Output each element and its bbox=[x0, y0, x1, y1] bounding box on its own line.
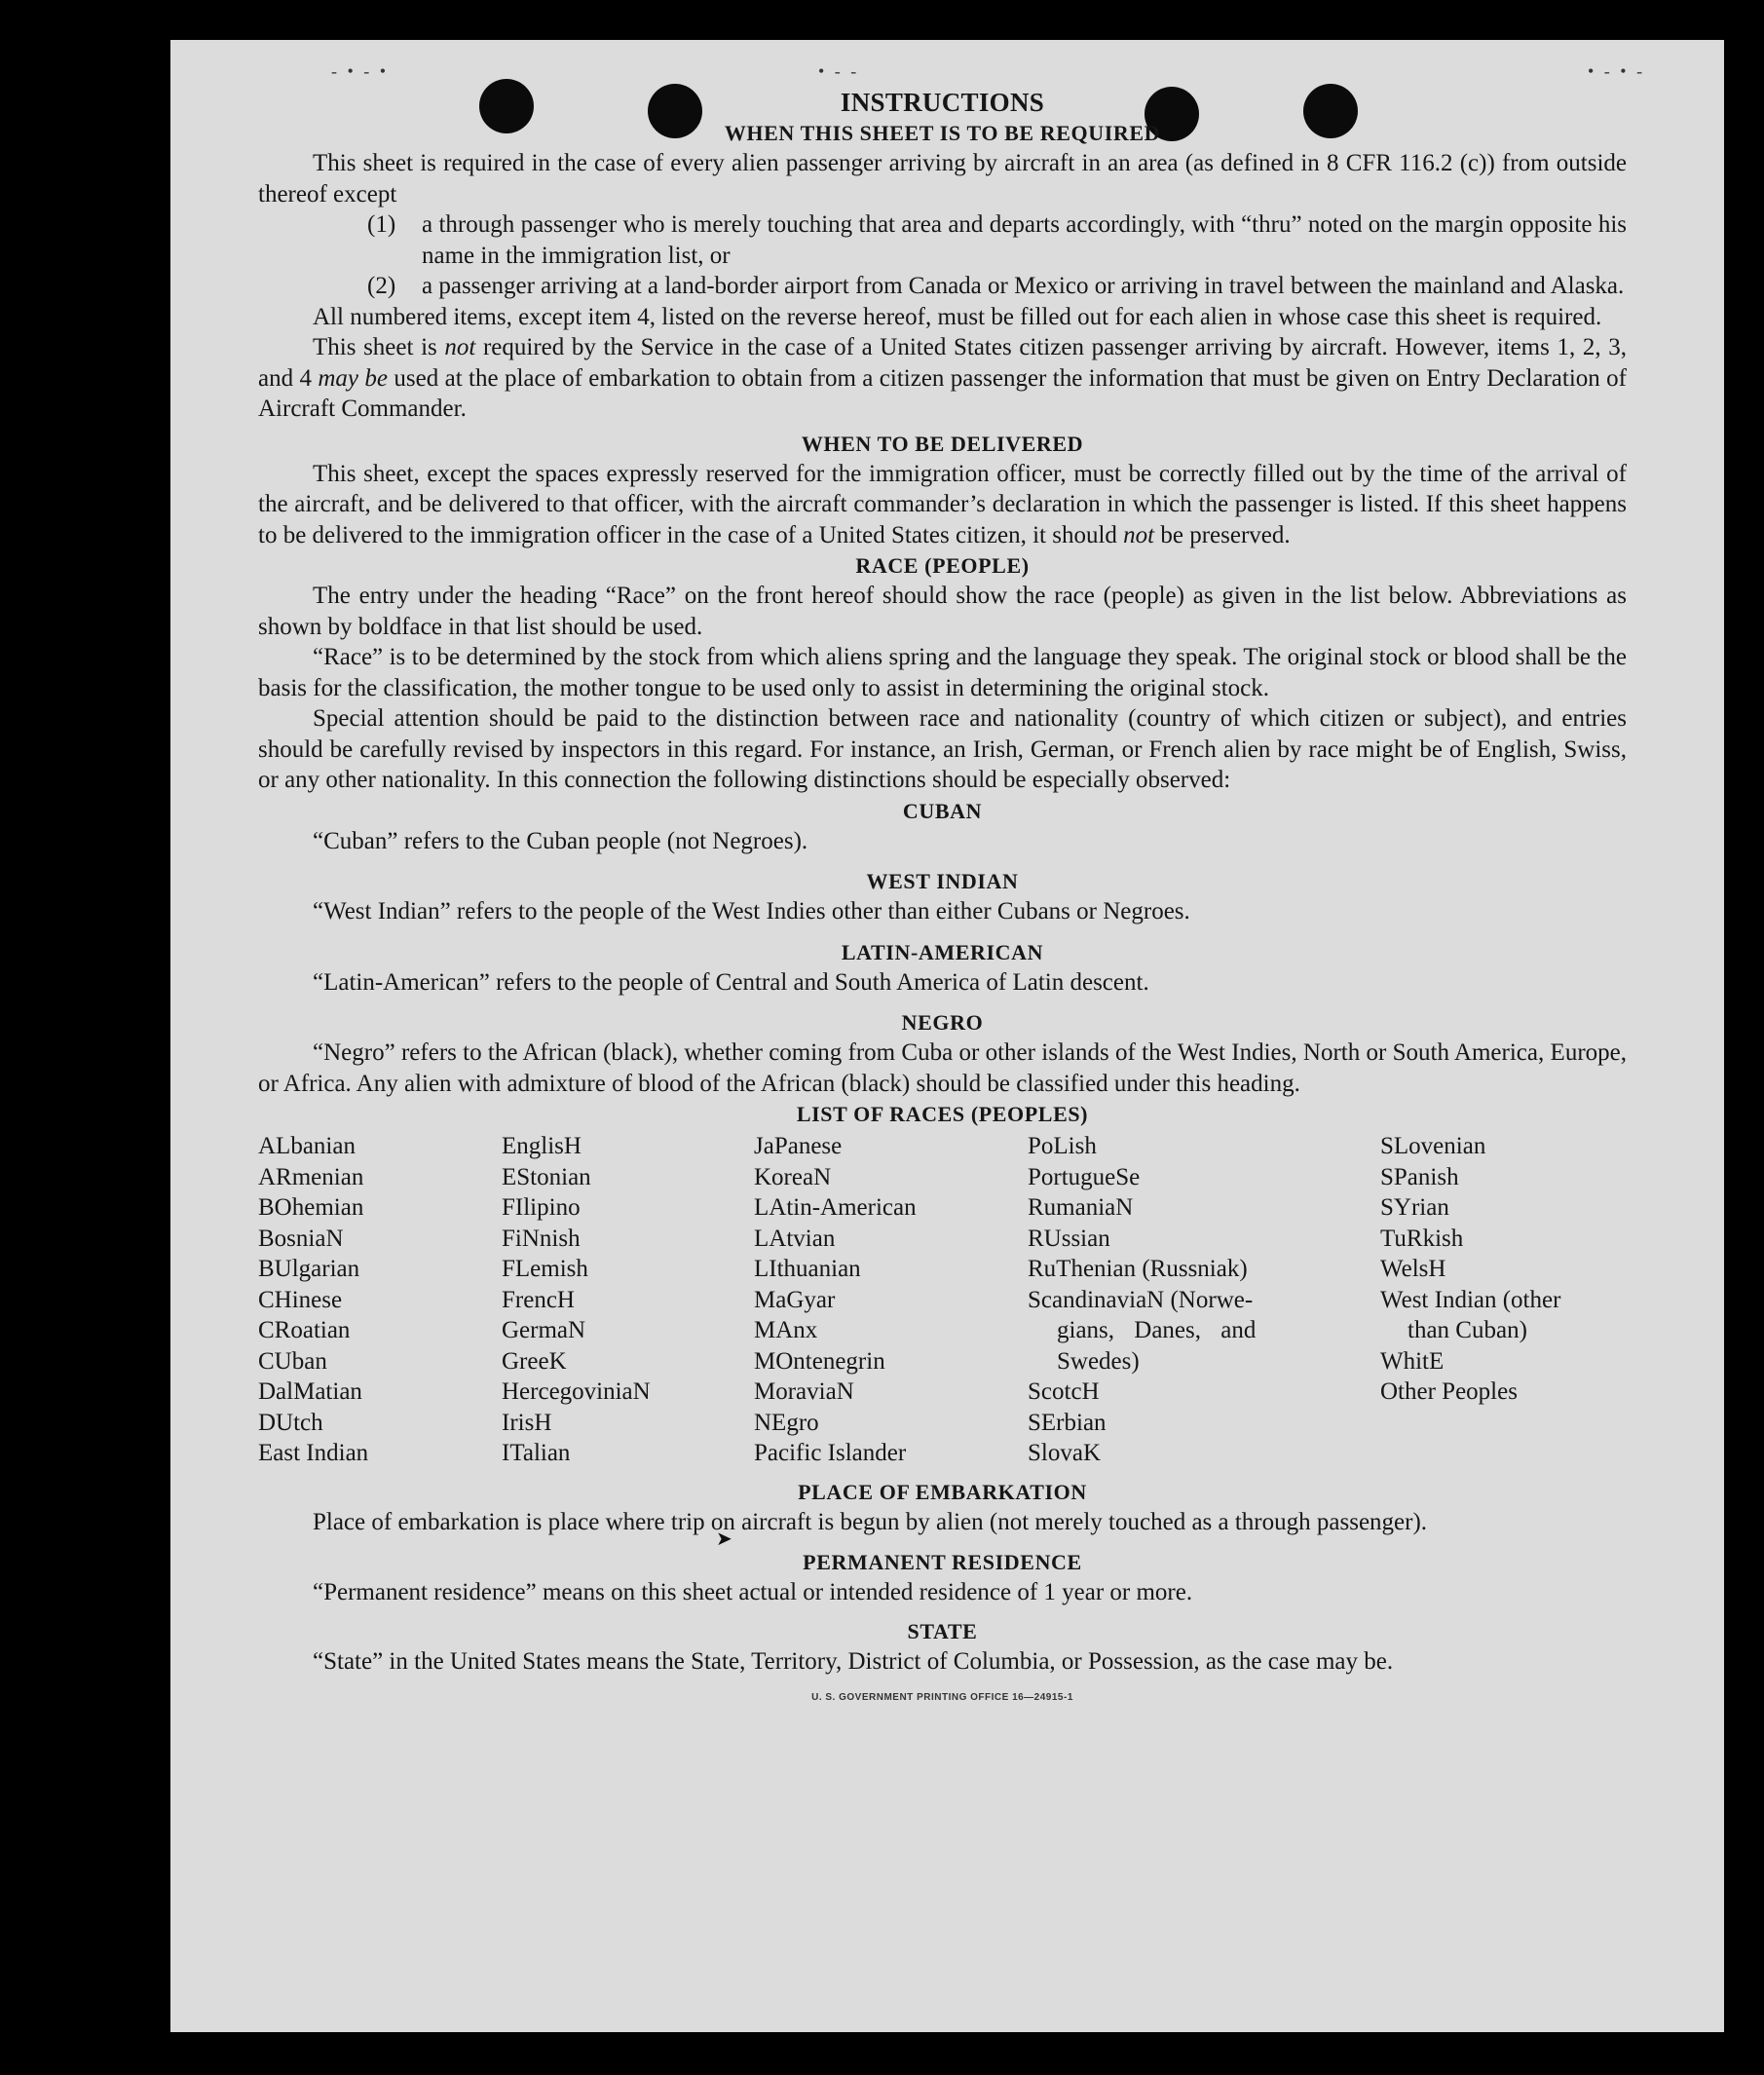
list-item: Other Peoples bbox=[1380, 1378, 1518, 1405]
paragraph: The entry under the heading “Race” on the front hereof should show the race (people) as given in the list below. Abbreviations as shown by boldface in that list should be used. bbox=[258, 583, 1627, 640]
list-item: MOntenegrin bbox=[754, 1347, 885, 1375]
list-item: SLovenian bbox=[1380, 1133, 1486, 1159]
races-column-1 bbox=[258, 1131, 502, 1469]
list-item: DUtch bbox=[258, 1409, 323, 1436]
list-item: MoraviaN bbox=[754, 1378, 854, 1405]
list-item: TuRkish bbox=[1380, 1225, 1464, 1252]
item-text: a passenger arriving at a land-border airport from Canada or Mexico or arriving in travel between the mainland and Alaska. bbox=[422, 273, 1625, 299]
list-item: West Indian (other bbox=[1380, 1286, 1561, 1313]
list-item: FIlipino bbox=[502, 1194, 581, 1221]
list-item: GreeK bbox=[502, 1347, 567, 1375]
section-heading-when-required: WHEN THIS SHEET IS TO BE REQUIRED bbox=[724, 121, 1161, 145]
list-item: BUlgarian bbox=[258, 1256, 360, 1282]
list-item: JaPanese bbox=[754, 1133, 843, 1159]
races-column-4 bbox=[1028, 1131, 1380, 1469]
paragraph: “State” in the United States means the State, Territory, District of Columbia, or Possession, as the case may be. bbox=[313, 1647, 1394, 1675]
list-item bbox=[367, 209, 1627, 271]
text-run: required by the Service in the case of a United States citizen passenger arriving by aircraft. However, items 1, 2, 3, and 4 bbox=[258, 334, 1627, 392]
list-item: RUssian bbox=[1028, 1225, 1110, 1252]
text-run: This sheet, except the spaces expressly reserved for the immigration officer, must be correctly filled out by the time of the arrival of the aircraft, and be delivered to that officer, with the aircraft commander’s declaration in which the passenger is listed. If this sheet happens to be delivered to the immigration officer in the case of a United States citizen, it should bbox=[258, 460, 1627, 548]
list-item: ScotcH bbox=[1028, 1378, 1100, 1405]
section-heading-permanent-residence: PERMANENT RESIDENCE bbox=[803, 1550, 1082, 1574]
list-item: BosniaN bbox=[258, 1225, 344, 1252]
print-specks: • - • - bbox=[1588, 61, 1646, 81]
paragraph: “Cuban” refers to the Cuban people (not Negroes). bbox=[313, 827, 808, 854]
paragraph bbox=[258, 459, 1627, 551]
item-number: (2) bbox=[367, 273, 396, 299]
list-item: MaGyar bbox=[754, 1286, 836, 1313]
list-item: LIthuanian bbox=[754, 1256, 861, 1282]
list-item: IrisH bbox=[502, 1409, 552, 1436]
list-item: Pacific Islander bbox=[754, 1440, 907, 1466]
list-item: WelsH bbox=[1380, 1256, 1446, 1282]
list-item: PortugueSe bbox=[1028, 1163, 1141, 1190]
races-column-3 bbox=[754, 1131, 1028, 1469]
list-item: CUban bbox=[258, 1347, 327, 1375]
list-item: East Indian bbox=[258, 1440, 369, 1466]
list-item: SPanish bbox=[1380, 1163, 1459, 1190]
list-item: SErbian bbox=[1028, 1409, 1107, 1436]
item-number: (1) bbox=[367, 211, 396, 238]
text-run: used at the place of embarkation to obtain from a citizen passenger the information that must be given on Entry Declaration of Aircraft Commander. bbox=[258, 364, 1628, 422]
list-item: NEgro bbox=[754, 1409, 819, 1436]
print-specks: - • - • bbox=[331, 61, 390, 81]
print-specks: • - - bbox=[818, 61, 860, 81]
list-item: GermaN bbox=[502, 1317, 586, 1343]
paragraph: “Latin-American” refers to the people of Central and South America of Latin descent. bbox=[313, 968, 1149, 996]
races-column-2 bbox=[502, 1131, 754, 1469]
list-item: RuThenian (Russniak) bbox=[1028, 1256, 1248, 1282]
page-title: INSTRUCTIONS bbox=[840, 88, 1045, 117]
list-item: SlovaK bbox=[1028, 1440, 1101, 1466]
list-item-continuation: Swedes) bbox=[1057, 1347, 1140, 1375]
section-heading-latin-american: LATIN-AMERICAN bbox=[841, 939, 1044, 964]
list-item: FLemish bbox=[502, 1256, 588, 1282]
list-item: MAnx bbox=[754, 1317, 818, 1343]
pointer-arrow-mark: ➤ bbox=[716, 1528, 732, 1550]
list-item: ScandinaviaN (Norwe- bbox=[1028, 1286, 1254, 1313]
list-item: ITalian bbox=[502, 1440, 571, 1466]
printing-office-imprint: U. S. GOVERNMENT PRINTING OFFICE 16—24915-1 bbox=[811, 1692, 1073, 1703]
document-page bbox=[170, 40, 1724, 2032]
list-item: CRoatian bbox=[258, 1317, 351, 1343]
section-heading-list-of-races: LIST OF RACES (PEOPLES) bbox=[796, 1102, 1089, 1126]
item-text: a through passenger who is merely touching that area and departs accordingly, with “thru” noted on the margin opposite his name in the immigration list, or bbox=[422, 211, 1627, 269]
emphasis: may be bbox=[318, 364, 389, 392]
paragraph: “Permanent residence” means on this sheet actual or intended residence of 1 year or more. bbox=[313, 1579, 1193, 1605]
races-column-5 bbox=[1380, 1131, 1627, 1469]
list-item: RumaniaN bbox=[1028, 1194, 1134, 1221]
paragraph: “Race” is to be determined by the stock from which aliens spring and the language they speak. The original stock or blood shall be the basis for the classification, the mother tongue to be used only to assist in determining the original stock. bbox=[258, 644, 1627, 701]
list-item: ALbanian bbox=[258, 1133, 356, 1159]
emphasis: not bbox=[444, 334, 476, 360]
paragraph: Special attention should be paid to the distinction between race and nationality (country of which citizen or subject), and entries should be carefully revised by inspectors in this regard. For instance, an Irish, German, or French alien by race might be of English, Swiss, or any other nationality. In this connection the following distinctions should be especially observed: bbox=[258, 705, 1627, 793]
list-item: LAtvian bbox=[754, 1225, 836, 1252]
list-item: ARmenian bbox=[258, 1163, 364, 1190]
list-item-continuation: than Cuban) bbox=[1407, 1317, 1527, 1343]
list-item: BOhemian bbox=[258, 1194, 364, 1221]
list-item: EnglisH bbox=[502, 1133, 582, 1159]
section-heading-cuban: CUBAN bbox=[902, 798, 983, 823]
paragraph bbox=[258, 332, 1627, 425]
list-item: KoreaN bbox=[754, 1163, 832, 1190]
list-item: WhitE bbox=[1380, 1347, 1445, 1375]
section-heading-west-indian: WEST INDIAN bbox=[866, 869, 1019, 893]
list-item: DalMatian bbox=[258, 1378, 362, 1405]
section-heading-place-of-embarkation: PLACE OF EMBARKATION bbox=[798, 1479, 1087, 1504]
list-item: CHinese bbox=[258, 1286, 343, 1313]
paragraph: Place of embarkation is place where trip on aircraft is begun by alien (not merely touched as a through passenger). bbox=[313, 1508, 1428, 1535]
paragraph: “Negro” refers to the African (black), whether coming from Cuba or other islands of the West Indies, North or South America, Europe, or Africa. Any alien with admixture of blood of the African (black) should be classified under this heading. bbox=[258, 1039, 1627, 1097]
list-item: SYrian bbox=[1380, 1194, 1449, 1221]
list-item: HercegoviniaN bbox=[502, 1378, 651, 1405]
races-list bbox=[258, 1131, 1627, 1469]
list-item bbox=[367, 271, 1627, 302]
section-heading-state: STATE bbox=[907, 1618, 978, 1643]
paragraph: All numbered items, except item 4, listed on the reverse hereof, must be filled out for each alien in whose case this sheet is required. bbox=[313, 303, 1602, 330]
text-run: be preserved. bbox=[1154, 521, 1291, 548]
paragraph: “West Indian” refers to the people of the West Indies other than either Cubans or Negroes. bbox=[313, 898, 1190, 924]
section-heading-negro: NEGRO bbox=[901, 1010, 984, 1035]
list-item: EStonian bbox=[502, 1163, 591, 1190]
list-item: LAtin-American bbox=[754, 1194, 917, 1221]
list-item: FrencH bbox=[502, 1286, 575, 1313]
section-heading-race: RACE (PEOPLE) bbox=[855, 553, 1030, 578]
emphasis: not bbox=[1123, 521, 1155, 548]
instructions-body bbox=[258, 84, 1627, 1714]
paragraph: This sheet is required in the case of every alien passenger arriving by aircraft in an area (as defined in 8 CFR 116.2 (c)) from outside thereof except bbox=[258, 150, 1627, 208]
text-run: This sheet is bbox=[313, 334, 445, 360]
list-item: FiNnish bbox=[502, 1225, 581, 1252]
section-heading-when-delivered: WHEN TO BE DELIVERED bbox=[801, 431, 1084, 456]
list-item: PoLish bbox=[1028, 1133, 1097, 1159]
list-item-continuation: gians, Danes, and bbox=[1057, 1317, 1257, 1343]
